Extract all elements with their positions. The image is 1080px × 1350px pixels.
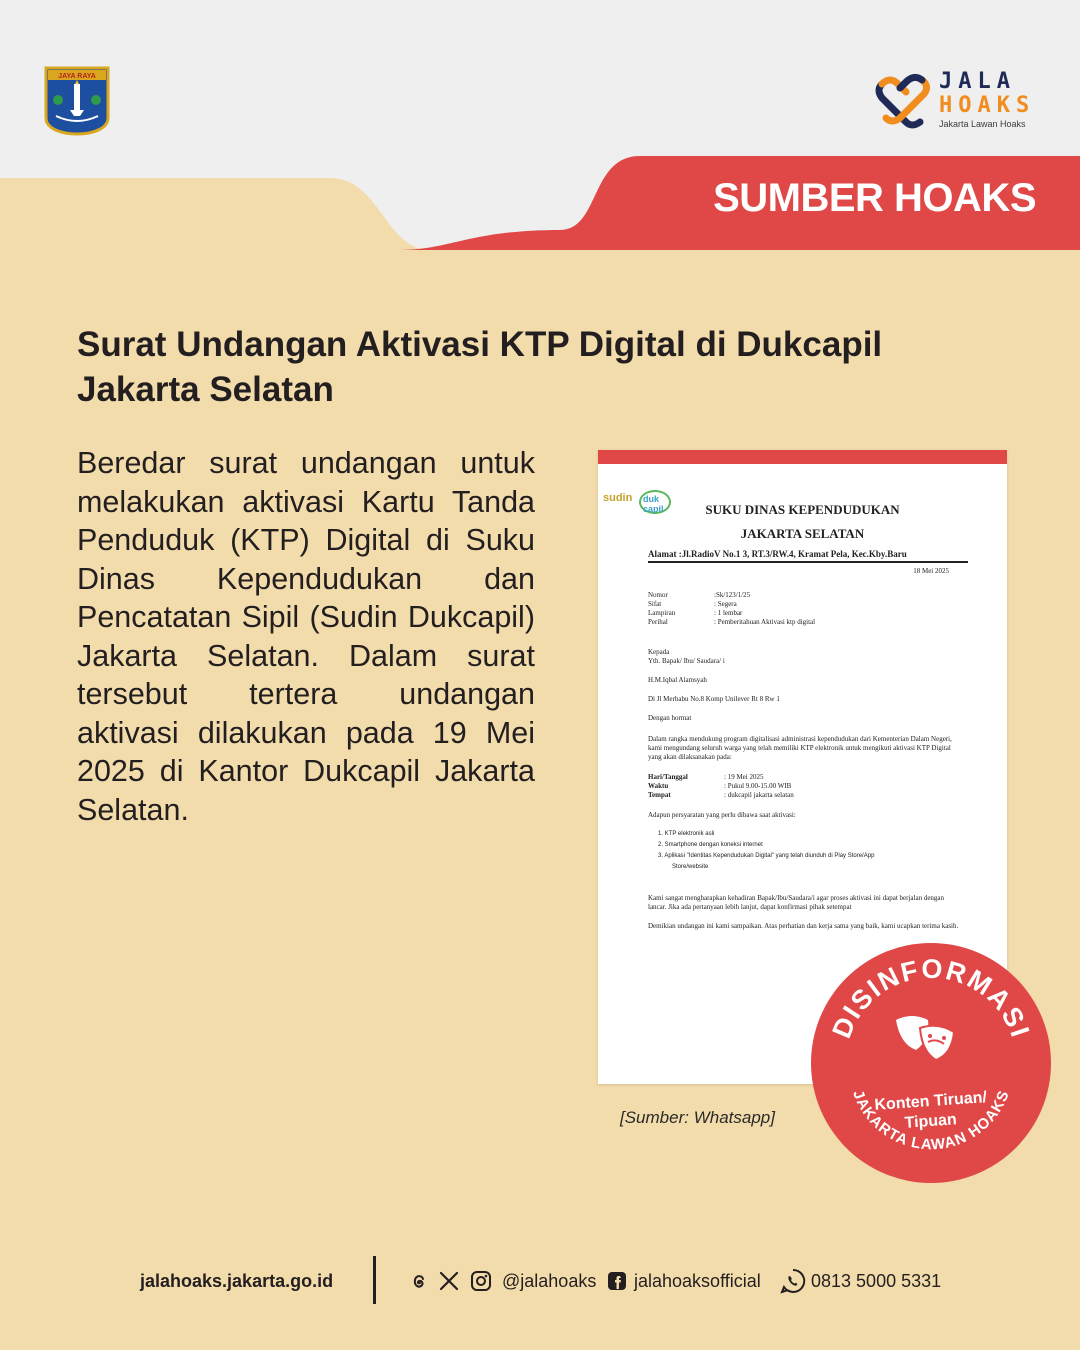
letter-heading2: JAKARTA SELATAN xyxy=(740,526,865,541)
letter-top-bar xyxy=(598,450,1007,464)
letter-requirements-intro: Adapun persyaratan yang perlu dibawa saat aktivasi: xyxy=(648,811,796,819)
stamp-category-line2: Tipuan xyxy=(904,1111,958,1132)
letter-requirement: 3. Aplikasi "Identitas Kependudukan Digital" yang telah diunduh di Play Store/App xyxy=(658,853,875,859)
facebook-icon[interactable] xyxy=(606,1270,628,1292)
letter-greeting: Dengan hormat xyxy=(648,714,692,722)
logo-sudin-text: sudin xyxy=(603,492,633,504)
whatsapp-icon[interactable] xyxy=(780,1268,806,1294)
stamp-category-line1: Konten Tiruan/ xyxy=(873,1089,988,1114)
disinformasi-stamp xyxy=(808,940,1054,1186)
letter-schedule-row: Hari/Tanggal : 19 Mei 2025 xyxy=(648,773,764,781)
jalahoaks-mark-icon xyxy=(872,70,934,132)
instagram-icon[interactable] xyxy=(470,1270,492,1292)
footer-facebook[interactable]: jalahoaksofficial xyxy=(634,1271,761,1291)
letter-requirement: 1. KTP elektronik asli xyxy=(658,831,715,837)
letter-schedule-row: Tempat : dukcapil jakarta selatan xyxy=(648,791,794,799)
footer-website-link[interactable]: jalahoaks.jakarta.go.id xyxy=(140,1271,334,1291)
brand-line1: JALA xyxy=(939,69,1016,94)
source-caption: [Sumber: Whatsapp] xyxy=(620,1108,775,1127)
letter-to-line: Yth. Bapak/ Ibu/ Saudara/ i xyxy=(648,657,725,665)
letter-recipient-address: Di Jl Merbabu No.8 Komp Unilever Rt 8 Rw 1 xyxy=(648,695,780,703)
threads-icon[interactable] xyxy=(408,1270,430,1292)
article-body: Beredar surat undangan untuk melakukan aktivasi Kartu Tanda Penduduk (KTP) Digital di Suku Dinas Kependudukan dan Pencatatan Sipil (Sudin Dukcapil) Jakarta Selatan. Dalam surat tersebut tertera undangan aktivasi dilakukan pada 19 Mei 2025 di Kantor Dukcapil Jakarta Selatan. xyxy=(77,446,535,827)
letter-meta-row: Lampiran : 1 lembar xyxy=(648,609,743,617)
brand-tagline: Jakarta Lawan Hoaks xyxy=(939,119,1026,129)
logo-dukcapil-text: duk capil xyxy=(643,494,664,514)
letter-paragraph1: Dalam rangka mendukung program digitalisasi administrasi kependudukan dari Kementerian Dalam Negeri, kami mengundang seluruh warga yang telah memiliki KTP elektronik untuk mengikuti aktivasi KTP Digital yang akan dilaksanakan pada: xyxy=(648,735,952,761)
letter-paragraph3: Demikian undangan ini kami sampaikan. Atas perhatian dan kerja sama yang baik, kami ucapkan terima kasih. xyxy=(648,922,959,930)
footer-social-handle[interactable]: @jalahoaks xyxy=(502,1271,597,1291)
brand-line2: HOAKS xyxy=(939,93,1036,118)
x-twitter-icon[interactable] xyxy=(438,1270,460,1292)
jalahoaks-brand-logo xyxy=(872,70,1042,132)
letter-meta-row: Sifat : Segera xyxy=(648,600,737,608)
letter-schedule-row: Waktu : Pukul 9.00-15.00 WIB xyxy=(648,782,792,790)
letter-heading1: SUKU DINAS KEPENDUDUKAN xyxy=(705,502,900,517)
letter-date: 18 Mei 2025 xyxy=(913,567,949,575)
letter-to-label: Kepada xyxy=(648,648,670,656)
stamp-bottom-text: JAKARTA LAWAN HOAKS xyxy=(849,1087,1013,1154)
letter-recipient-name: H.M.Iqbal Alamsyah xyxy=(648,676,707,684)
article-title: Surat Undangan Aktivasi KTP Digital di Dukcapil Jakarta Selatan xyxy=(77,325,883,409)
letter-requirement: Store/website xyxy=(672,864,709,870)
letter-paragraph2: Kami sangat mengharapkan kehadiran Bapak/Ibu/Saudara/i agar proses aktivasi ini dapat berjalan dengan lancar. Jika ada pertanyaan lebih lanjut, dapat konfirmasi pihak setempat xyxy=(648,894,945,911)
letter-meta-row: Perihal : Pemberitahuan Aktivasi ktp digital xyxy=(648,618,816,626)
letter-address: Alamat :Jl.RadioV No.1 3, RT.3/RW.4, Kramat Pela, Kec.Kby.Baru xyxy=(648,549,968,563)
stamp-top-text: DISINFORMASI xyxy=(826,953,1036,1043)
letter-meta-row: Nomor :Sk/123/1/25 xyxy=(648,591,751,599)
section-label: SUMBER HOAKS xyxy=(713,176,1036,220)
footer-whatsapp[interactable]: 0813 5000 5331 xyxy=(811,1271,942,1291)
letter-requirement: 2. Smartphone dengan koneksi internet xyxy=(658,842,763,848)
jakarta-crest-icon xyxy=(44,66,110,136)
crest-label: JAYA RAYA xyxy=(58,73,96,80)
footer-divider xyxy=(373,1256,376,1304)
